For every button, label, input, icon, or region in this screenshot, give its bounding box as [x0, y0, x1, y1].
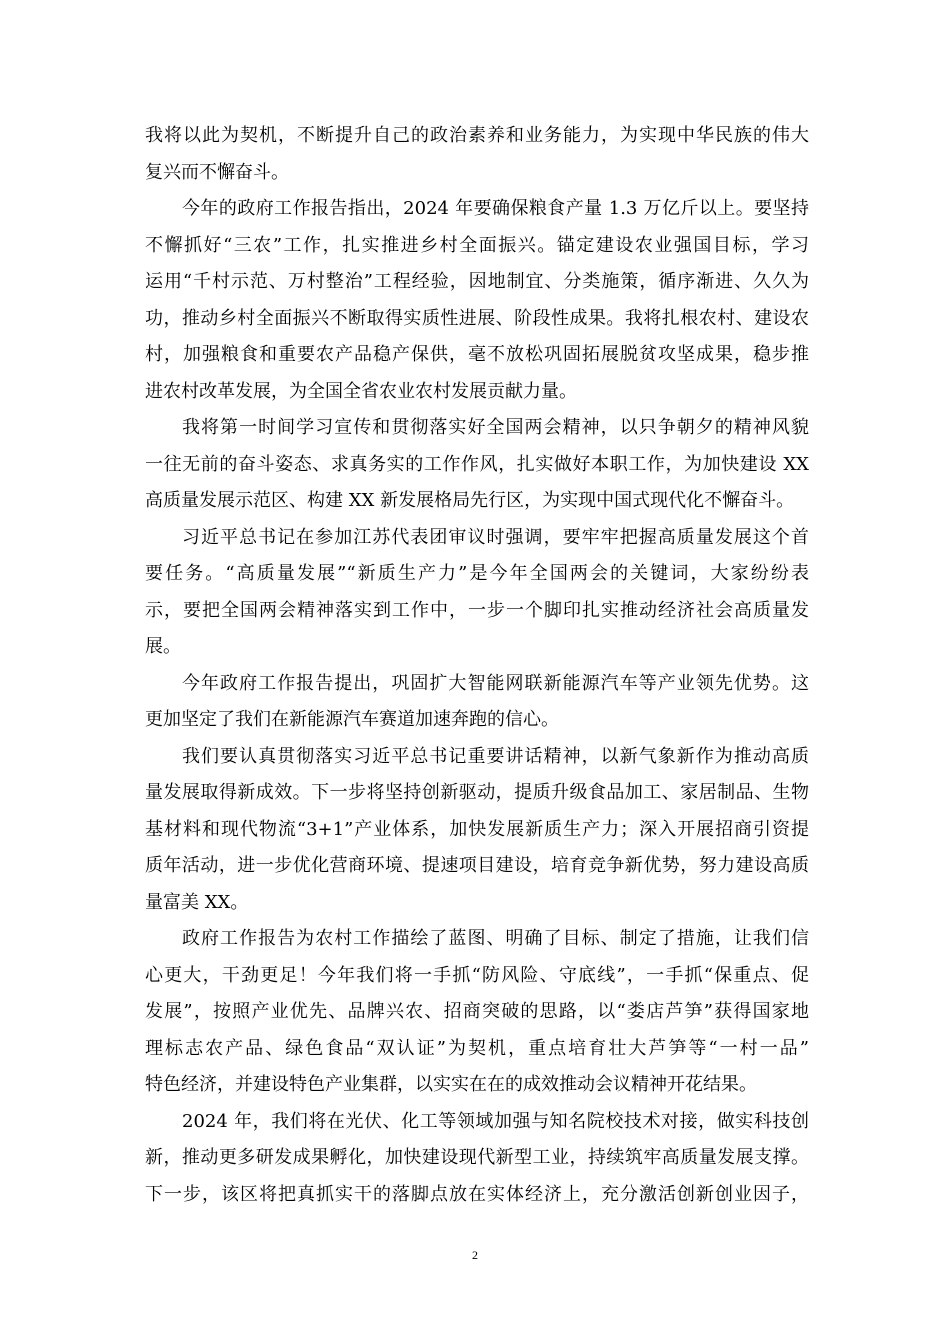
text-line: 我们要认真贯彻落实习近平总书记重要讲话精神，以新气象新作为推动高质	[182, 745, 809, 767]
text-line: 量富美 XX。	[145, 891, 249, 913]
text-line: 运用“千村示范、万村整治”工程经验，因地制宜、分类施策，循序渐进、久久为	[145, 271, 809, 292]
text-line: 复兴而不懈奋斗。	[145, 161, 289, 183]
text-line: 更加坚定了我们在新能源汽车赛道加速奔跑的信心。	[145, 709, 559, 730]
text-line: 进农村改革发展，为全国全省农业农村发展贡献力量。	[145, 380, 577, 402]
paragraph-4	[145, 520, 809, 666]
text-line: 新，推动更多研发成果孵化，加快建设现代新型工业，持续筑牢高质量发展支撑。	[145, 1147, 809, 1168]
text-line: 理标志农产品、绿色食品“双认证”为契机，重点培育壮大芦笋等“一村一品”	[145, 1037, 809, 1059]
text-line: 示，要把全国两会精神落实到工作中，一步一个脚印扎实推动经济社会高质量发	[145, 599, 809, 621]
page-number: 2	[472, 1248, 478, 1262]
paragraph-6	[145, 739, 809, 922]
text-line: 心更大，干劲更足！今年我们将一手抓“防风险、守底线”，一手抓“保重点、促	[145, 964, 809, 986]
text-line: 要任务。“高质量发展”“新质生产力”是今年全国两会的关键词，大家纷纷表	[145, 563, 809, 584]
text-line: 发展”，按照产业优先、品牌兴农、招商突破的思路，以“娄店芦笋”获得国家地	[145, 1001, 809, 1022]
text-line: 量发展取得新成效。下一步将坚持创新驱动，提质升级食品加工、家居制品、生物	[145, 782, 809, 803]
text-line: 2024 年，我们将在光伏、化工等领域加强与知名院校技术对接，做实科技创	[182, 1110, 809, 1132]
text-line: 我将以此为契机，不断提升自己的政治素养和业务能力，为实现中华民族的伟大	[145, 125, 809, 146]
text-line: 功，推动乡村全面振兴不断取得实质性进展、阶段性成果。我将扎根农村、建设农	[145, 307, 809, 329]
text-line: 一往无前的奋斗姿态、求真务实的工作作风，扎实做好本职工作，为加快建设 XX	[145, 453, 809, 475]
text-line: 政府工作报告为农村工作描绘了蓝图、明确了目标、制定了措施，让我们信	[182, 928, 809, 949]
text-line: 我将第一时间学习宣传和贯彻落实好全国两会精神，以只争朝夕的精神风貌	[182, 417, 809, 438]
text-line: 基材料和现代物流“3+1”产业体系，加快发展新质生产力；深入开展招商引资提	[145, 818, 809, 840]
text-line: 下一步，该区将把真抓实干的落脚点放在实体经济上，充分激活创新创业因子，	[145, 1183, 809, 1205]
paragraph-5	[145, 666, 809, 739]
paragraph-7	[145, 921, 809, 1104]
text-line: 特色经济，并建设特色产业集群，以实实在在的成效推动会议精神开花结果。	[145, 1074, 757, 1095]
text-line: 村，加强粮食和重要农产品稳产保供，毫不放松巩固拓展脱贫攻坚成果，稳步推	[145, 344, 809, 365]
text-line: 展。	[145, 636, 181, 657]
text-line: 今年政府工作报告提出，巩固扩大智能网联新能源汽车等产业领先优势。这	[182, 672, 809, 694]
text-line: 今年的政府工作报告指出，2024 年要确保粮食产量 1.3 万亿斤以上。要坚持	[182, 198, 809, 219]
text-line: 习近平总书记在参加江苏代表团审议时强调，要牢牢把握高质量发展这个首	[182, 526, 809, 548]
paragraph-2	[145, 191, 809, 410]
text-line: 不懈抓好“三农”工作，扎实推进乡村全面振兴。锚定建设农业强国目标，学习	[145, 234, 809, 256]
paragraph-8	[145, 1104, 809, 1214]
text-line: 质年活动，进一步优化营商环境、提速项目建设，培育竞争新优势，努力建设高质	[145, 855, 809, 876]
document-body	[145, 118, 809, 1213]
paragraph-1	[145, 118, 809, 191]
paragraph-3	[145, 410, 809, 520]
text-line: 高质量发展示范区、构建 XX 新发展格局先行区，为实现中国式现代化不懈奋斗。	[145, 490, 795, 511]
